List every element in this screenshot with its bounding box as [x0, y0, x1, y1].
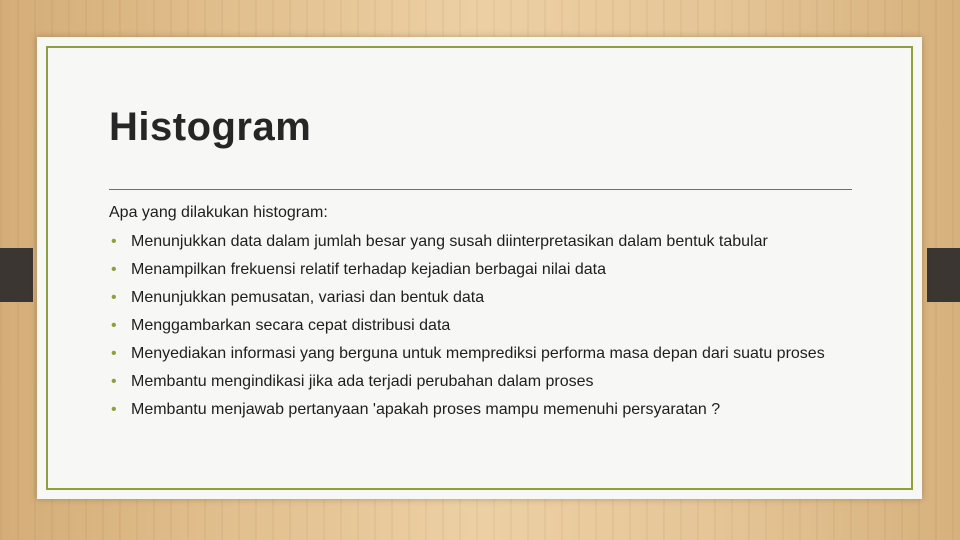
intro-text: Apa yang dilakukan histogram:	[109, 204, 328, 221]
bullet-text: Menunjukkan data dalam jumlah besar yang susah diinterpretasikan dalam bentuk tabular	[131, 233, 768, 250]
slide-card	[37, 37, 922, 499]
bullet-text: Menyediakan informasi yang berguna untuk memprediksi performa masa depan dari suatu proses	[131, 345, 825, 362]
list-item	[109, 317, 849, 335]
list-item	[109, 401, 849, 419]
list-item	[109, 233, 849, 251]
list-item	[109, 373, 849, 391]
bullet-icon: •	[111, 401, 117, 418]
left-side-tab	[0, 248, 33, 302]
bullet-icon: •	[111, 317, 117, 334]
right-side-tab	[927, 248, 960, 302]
bullet-icon: •	[111, 345, 117, 362]
bullet-icon: •	[111, 373, 117, 390]
list-item	[109, 261, 849, 279]
bullet-icon: •	[111, 261, 117, 278]
bullet-text: Menampilkan frekuensi relatif terhadap kejadian berbagai nilai data	[131, 261, 606, 278]
list-item	[109, 345, 849, 363]
slide-title: Histogram	[109, 105, 312, 149]
bullet-text: Menunjukkan pemusatan, variasi dan bentuk data	[131, 289, 485, 306]
bullet-text: Membantu menjawab pertanyaan 'apakah proses mampu memenuhi persyaratan ?	[131, 401, 721, 418]
title-divider	[109, 189, 852, 190]
bullet-icon: •	[111, 289, 117, 306]
list-item	[109, 289, 849, 307]
bullet-text: Menggambarkan secara cepat distribusi data	[131, 317, 451, 334]
bullet-text: Membantu mengindikasi jika ada terjadi perubahan dalam proses	[131, 373, 594, 390]
bullet-icon: •	[111, 233, 117, 250]
bullet-list	[109, 233, 849, 429]
